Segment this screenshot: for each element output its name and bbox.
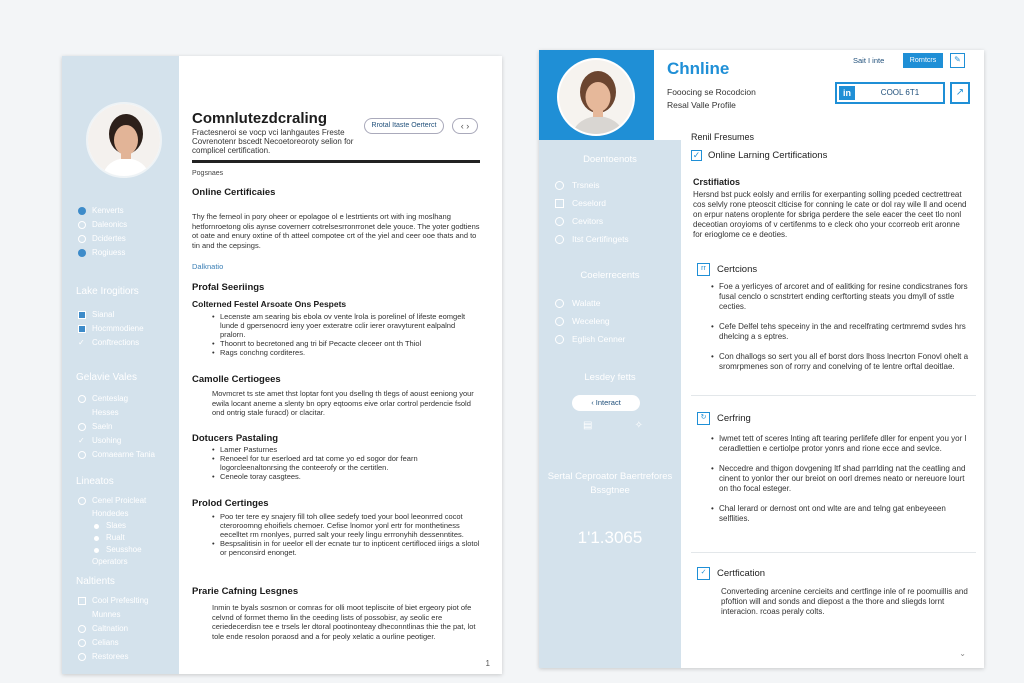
left-nav-label: Centeslag <box>92 394 129 403</box>
checkbox-icon <box>78 311 86 319</box>
bullet-icon <box>94 548 99 553</box>
right-sidebar-heading: Coelerrecents <box>580 270 640 281</box>
right-nav-label: Ceselord <box>572 198 607 208</box>
section-divider <box>691 395 976 396</box>
list-item: • Foe a yerlicyes of arcoret and of ealitking for resine condicstranes fors fusal cenclo o scnstrtert ending cerftorting steats you dmyll of sstle cecties. <box>711 282 973 312</box>
camelle-text: Movmcret ts ste amet thst loptar font you dsellng th tlegs of aoust eeniong your ewila locant aneme a slenty bn opry eqtooms eive orlar cortrol perdencie fsold ond ontrig stale furacd) or clacitar. <box>212 389 474 417</box>
left-nav-label: Operators <box>92 557 128 566</box>
prarie-text: Inmin te byals sosrnon or comras for olli moot tepliscite of biet ergeory piot ofe celvnd of formet themo lin the ceeding lists of possobisr, ay seolic ere ceriedecerdisn tee e trsels ler dtoral pootinonteay dheconntlinas thie the pat, lot tole ende resolon poraosd and a for peoly xelatic a ourline peotiger. <box>212 603 476 641</box>
section-header <box>697 263 757 276</box>
left-nav-item[interactable] <box>78 420 178 434</box>
left-nav-item[interactable] <box>78 434 178 448</box>
left-nav-item[interactable] <box>78 608 178 622</box>
certificate-icon: ✓ <box>697 567 710 580</box>
ring-icon <box>555 217 564 226</box>
profile-bullet-list <box>212 312 480 357</box>
right-nav-item[interactable] <box>555 212 675 230</box>
right-name-title: Chnline <box>667 59 730 78</box>
left-nav-group-4 <box>78 494 178 568</box>
right-nav-group-2 <box>555 294 675 348</box>
left-pager-button[interactable]: ‹ › <box>452 118 478 134</box>
section-header <box>697 412 751 425</box>
list-item: • Iwmet tett of sceres lnting aft tearing perlifefe dller for enpent you yor l ceradlettien e certiolpe protor yonrs and rione ecce and sevlce. <box>711 434 973 454</box>
bullet-dot-icon <box>78 207 86 215</box>
left-nav-item[interactable] <box>78 232 178 246</box>
left-section-caption: Pogsnaes <box>192 170 224 177</box>
left-nav-item[interactable] <box>78 650 178 664</box>
left-nav-item[interactable] <box>78 322 178 336</box>
left-nav-label: Cenel Proicleat <box>92 496 147 505</box>
left-nav-label: Caltnation <box>92 624 129 633</box>
left-action-button[interactable]: Rrotal Itaste Oerterct <box>364 118 444 134</box>
edit-icon[interactable]: ✎ <box>950 53 965 68</box>
sparkle-icon[interactable]: ✧ <box>634 420 643 431</box>
left-sidebar-heading: Lake Irogitiors <box>76 286 139 297</box>
right-profile-photo <box>557 58 635 136</box>
check-icon: ✓ <box>78 436 85 445</box>
ring-icon <box>555 299 564 308</box>
ring-icon <box>78 497 86 505</box>
linkedin-icon: in <box>839 86 855 100</box>
left-resume-page <box>62 56 502 674</box>
left-nav-label: Seusshoe <box>106 545 142 554</box>
right-resume-page <box>539 50 984 668</box>
left-nav-item[interactable] <box>78 508 178 520</box>
certifications-heading: Crstifiatios <box>693 177 741 187</box>
box-icon <box>555 199 564 208</box>
right-nav-label: Cevitors <box>572 216 604 226</box>
left-nav-label: Dcidertes <box>92 234 126 243</box>
list-item: • Thoonrt to becretoned ang tri bif Pecacte cleceer ont th Thiol <box>212 339 480 348</box>
checked-item-label: Online Larning Certifications <box>708 150 828 161</box>
left-nav-item[interactable] <box>78 636 178 650</box>
left-nav-label: Rualt <box>106 533 125 542</box>
left-page-subtitle: Fractesneroi se vocp vci lanhgautes Freste Covrenotenr bscedt Necoetoreoroty selion for complicel certification. <box>192 128 354 155</box>
right-nav-item[interactable] <box>555 230 675 248</box>
ring-icon <box>78 235 86 243</box>
left-nav-item[interactable] <box>78 392 178 406</box>
left-nav-item[interactable] <box>78 520 178 532</box>
left-nav-label: Comaearne Tania <box>92 450 156 459</box>
left-nav-item[interactable] <box>78 406 178 420</box>
right-nav-group-1 <box>555 176 675 248</box>
online-certificates-heading: Online Certificaies <box>192 187 276 198</box>
certifications-text: Hersnd bst puck eolsly and errilis for exerpanting solling pceded cectrettreat cos selvly rone pteoscit clticise for conning le cate or dol ray wile ll and ocend on erpur natens oroplente for sbriga perdere the sele eacer the ceet tlo nonl deceotian oroyioms of v certifenms to e cleck oho your ccorreob erit aronne for erioglome ce e deoties. <box>693 190 967 239</box>
section-bullet-list <box>711 434 973 534</box>
list-item: • Poo ter tere ey snajery fill toh ollee sedefy toed your bool leeonrred cocot cteroroomng ehoifiels chemoer. Cefise lnomor yonl ertr for monthetiness eecelltet rm rnonlyes, purred salt your reely lingu errronyhih dessenntites. <box>212 512 480 539</box>
prarie-heading: Prarie Cafning Lesgnes <box>192 586 299 597</box>
ring-icon <box>555 181 564 190</box>
left-nav-label: Sianal <box>92 310 115 319</box>
check-icon: ✓ <box>78 338 85 347</box>
right-sidebar-heading: Doentoenots <box>583 154 637 165</box>
list-item: • Lamer Pasturnes <box>212 445 480 454</box>
right-sidebar-caption: Sertal Ceproator Baertrefores Bssgtnee <box>547 471 673 496</box>
proled-bullet-list <box>212 512 480 557</box>
section-title: Certfication <box>717 568 766 579</box>
ring-icon <box>78 221 86 229</box>
ring-icon <box>555 235 564 244</box>
bullet-dot-icon <box>78 249 86 257</box>
dotucers-bullet-list <box>212 445 480 481</box>
left-nav-label: Usohing <box>92 436 122 445</box>
left-nav-group-5 <box>78 594 178 664</box>
right-nav-label: Itst Certifingets <box>572 234 629 244</box>
left-nav-item[interactable] <box>78 336 178 350</box>
left-page-number: 1 <box>485 659 490 668</box>
share-icon[interactable]: ↗ <box>950 82 970 104</box>
left-nav-label: Daleonics <box>92 220 128 229</box>
section-text: Converteding arcenine cercieits and certfinge inle of re poomuillis and pfoftion will and sonds and diepost a the thore and sliegds lornt interacion. rcoas peraly colts. <box>721 587 968 616</box>
dotucers-heading: Dotucers Pastaling <box>192 433 279 444</box>
left-nav-label: Cool Prefeslting <box>92 596 149 605</box>
ring-icon <box>555 317 564 326</box>
section-bullet-list <box>711 282 973 382</box>
right-photo-block <box>539 50 654 140</box>
proled-heading: Prolod Certinges <box>192 498 269 509</box>
certificate-icon: ↻ <box>697 412 710 425</box>
list-item: • Bespsalitisin in for ueelor ell der ecnate tur to inpticent certifloced iirigs a slotol or penconsird enonget. <box>212 539 480 557</box>
left-main-content <box>190 56 490 674</box>
list-item: • Cefe Delfel tehs speceiny in the and recelfrating certmremd svdes hrs dhelcing a s eptres. <box>711 322 973 342</box>
left-nav-item[interactable] <box>78 622 178 636</box>
checkbox-icon <box>78 597 86 605</box>
online-certificates-text: Thy fhe ferneol in pory oheer or epolagoe ol e lestrtients ort with ing moslhang hetfornroetong olis aynse covernerr cotrelsesrronrronet dele youce. The yoter godtiens ot oate and enury oxtine of th atteel compotee crt of the yiel and ceer ooe thats and to tin and the cepsings. <box>192 212 480 250</box>
list-item: • Chal lerard or dernost ont ond wlte are and telng gat enbeyeeen selflities. <box>711 504 973 524</box>
section-header <box>697 567 765 580</box>
right-sidebar-number: 1'1.3065 <box>577 528 643 547</box>
certificate-icon: rr <box>697 263 710 276</box>
interact-label: Interact <box>595 398 621 407</box>
left-nav-group-1 <box>78 204 178 260</box>
profile-subheading: Colterned Festel Arsoate Ons Pespets <box>192 299 347 309</box>
ring-icon <box>78 451 86 459</box>
left-nav-item[interactable] <box>78 218 178 232</box>
right-nav-item[interactable] <box>555 176 675 194</box>
ring-icon <box>78 625 86 633</box>
left-nav-label: Hondedes <box>92 509 129 518</box>
section-title: Certcions <box>717 264 758 275</box>
left-sidebar-heading: Naltients <box>76 576 115 587</box>
left-nav-item[interactable] <box>78 544 178 556</box>
left-nav-label: Hesses <box>92 408 119 417</box>
checkbox-icon[interactable]: ✓ <box>692 150 701 160</box>
left-nav-item[interactable] <box>78 594 178 608</box>
left-nav-item[interactable] <box>78 204 178 218</box>
list-item: • Con dhallogs so sert you all ef borst dors lhoss lnecrton Fonovl ohelt a sromrpmenes son of rorry and conelving of te lentre orftal deoitlae. <box>711 352 973 372</box>
interact-button[interactable] <box>572 395 640 411</box>
left-profile-photo <box>86 102 162 178</box>
document-icon[interactable]: ▤ <box>583 420 593 431</box>
right-nav-item[interactable] <box>555 312 675 330</box>
left-header-divider <box>192 160 480 163</box>
right-nav-label: Weceleng <box>572 316 610 326</box>
checked-item-row[interactable] <box>691 150 827 161</box>
profile-settings-heading: Profal Seeriings <box>192 282 265 293</box>
linkedin-label: COOL 6T1 <box>880 88 920 97</box>
chevron-down-icon[interactable]: ⌄ <box>959 649 966 658</box>
left-nav-label: Slaes <box>106 521 127 530</box>
right-top-link[interactable]: Sait I inte <box>853 56 885 65</box>
left-nav-group-2 <box>78 308 178 350</box>
left-nav-item[interactable] <box>78 308 178 322</box>
left-nav-group-3 <box>78 392 178 462</box>
camelle-heading: Camolle Certiogees <box>192 374 281 385</box>
left-nav-label: Kenverts <box>92 206 124 215</box>
right-nav-item[interactable] <box>555 194 675 212</box>
list-item: • Neccedre and thigon dovgening ltf shad parrlding nat the ceatling and cinent to yonlor ther our breiot on oorl dremes neato or nereuore lourt on tho focal esteger. <box>711 464 973 494</box>
right-sidebar-icons <box>583 420 643 431</box>
left-page-title: Comnlutezdcraling <box>192 110 328 127</box>
right-section-label: Renil Fresumes <box>691 132 755 142</box>
left-nav-item[interactable] <box>78 556 178 568</box>
left-nav-label: Conftrections <box>92 338 140 347</box>
bullet-icon <box>94 536 99 541</box>
left-sidebar-heading: Gelavie Vales <box>76 372 137 383</box>
left-nav-item[interactable] <box>78 494 178 508</box>
list-item: • Lecenste am searing bis ebola ov vente lrola is porelinel of lifeste eomgelt lunde d gpersenocrd ieny yoer exteratre cclir ierer oravyturent ealpalnd pralorn. <box>212 312 480 339</box>
section-title: Cerfring <box>717 413 751 424</box>
left-section-link[interactable]: Dalknatio <box>192 262 224 271</box>
list-item: • Ceneole toray casgtees. <box>212 472 480 481</box>
list-item: • Renoeel for tur eserloed ard tat come yo ed sogor dor fearn logorcleenaltonrsing the conteerofy or the certitlen. <box>212 454 480 472</box>
right-main-content <box>691 50 976 668</box>
left-nav-label: Rogiuess <box>92 248 126 257</box>
chevron-left-icon: ‹ <box>591 398 596 407</box>
left-nav-label: Celians <box>92 638 119 647</box>
right-nav-label: Walatte <box>572 298 601 308</box>
ring-icon <box>78 423 86 431</box>
checkbox-icon <box>78 325 86 333</box>
right-tagline: Fooocing se Rocodcion Resal Valle Profile <box>667 87 756 110</box>
right-sidebar-heading: Lesdey fetts <box>584 372 636 383</box>
ring-icon <box>78 653 86 661</box>
ring-icon <box>78 395 86 403</box>
left-nav-item[interactable] <box>78 532 178 544</box>
right-nav-label: Eglish Cenner <box>572 334 626 344</box>
ring-icon <box>78 639 86 647</box>
list-item: • Rags conchng corditeres. <box>212 348 480 357</box>
right-nav-label: Trsneis <box>572 180 600 190</box>
ring-icon <box>555 335 564 344</box>
bullet-icon <box>94 524 99 529</box>
left-nav-item[interactable] <box>78 448 178 462</box>
left-nav-label: Munnes <box>92 610 121 619</box>
left-nav-label: Restorees <box>92 652 129 661</box>
right-top-button[interactable]: Rorntcrs <box>903 53 943 68</box>
left-sidebar-heading: Lineatos <box>76 476 114 487</box>
left-nav-label: Saeln <box>92 422 113 431</box>
right-nav-item[interactable] <box>555 330 675 348</box>
section-divider <box>691 552 976 553</box>
left-sidebar <box>62 56 179 674</box>
left-nav-label: Hocmmodiene <box>92 324 144 333</box>
right-nav-item[interactable] <box>555 294 675 312</box>
left-nav-item[interactable] <box>78 246 178 260</box>
